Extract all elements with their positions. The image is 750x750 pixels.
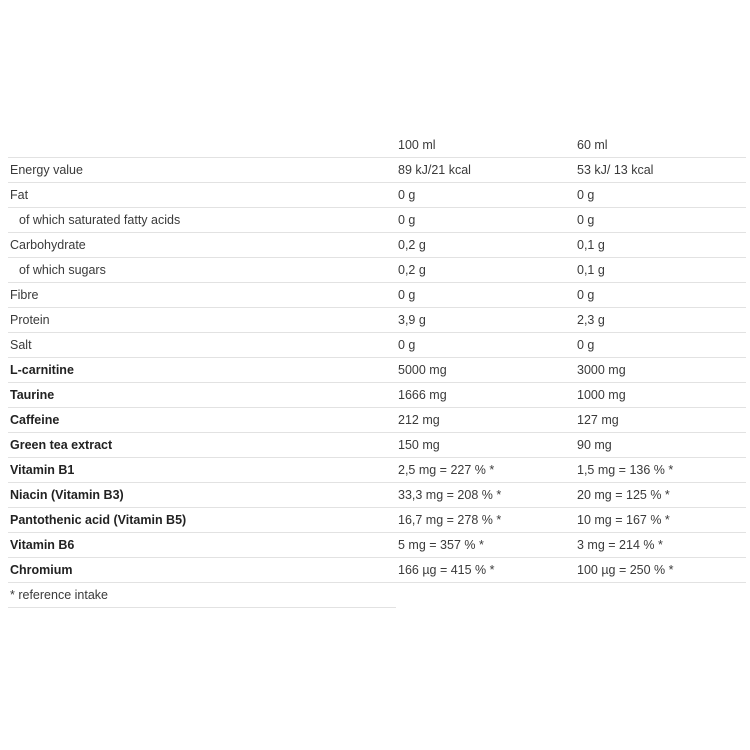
footnote-empty-cell [575, 583, 746, 608]
table-row [8, 483, 746, 508]
value-per-60ml: 53 kJ/ 13 kcal [575, 158, 746, 183]
value-per-60ml: 127 mg [575, 408, 746, 433]
value-per-60ml: 90 mg [575, 433, 746, 458]
table-row [8, 358, 746, 383]
table-row [8, 258, 746, 283]
nutrient-name: Salt [8, 333, 396, 358]
header-empty-cell [8, 133, 396, 158]
table-row [8, 283, 746, 308]
value-per-100ml: 0 g [396, 333, 575, 358]
value-per-100ml: 166 µg = 415 % * [396, 558, 575, 583]
nutrient-name: Caffeine [8, 408, 396, 433]
nutrition-table [8, 133, 746, 608]
header-60ml: 60 ml [575, 133, 746, 158]
value-per-100ml: 1666 mg [396, 383, 575, 408]
value-per-100ml: 0,2 g [396, 258, 575, 283]
table-row [8, 233, 746, 258]
table-row [8, 333, 746, 358]
value-per-60ml: 0,1 g [575, 258, 746, 283]
footnote: * reference intake [8, 583, 396, 608]
value-per-100ml: 89 kJ/21 kcal [396, 158, 575, 183]
nutrient-name: Pantothenic acid (Vitamin B5) [8, 508, 396, 533]
nutrient-name: Protein [8, 308, 396, 333]
nutrient-name: Energy value [8, 158, 396, 183]
nutrient-name: Green tea extract [8, 433, 396, 458]
table-row [8, 308, 746, 333]
nutrient-name: Niacin (Vitamin B3) [8, 483, 396, 508]
value-per-100ml: 150 mg [396, 433, 575, 458]
nutrient-name: Taurine [8, 383, 396, 408]
table-row [8, 508, 746, 533]
nutrient-name: of which sugars [8, 258, 396, 283]
value-per-100ml: 0 g [396, 183, 575, 208]
header-100ml: 100 ml [396, 133, 575, 158]
value-per-100ml: 0 g [396, 283, 575, 308]
nutrient-name: of which saturated fatty acids [8, 208, 396, 233]
nutrient-name: Carbohydrate [8, 233, 396, 258]
value-per-100ml: 16,7 mg = 278 % * [396, 508, 575, 533]
value-per-60ml: 1000 mg [575, 383, 746, 408]
value-per-60ml: 0 g [575, 208, 746, 233]
value-per-60ml: 100 µg = 250 % * [575, 558, 746, 583]
value-per-60ml: 20 mg = 125 % * [575, 483, 746, 508]
value-per-60ml: 0,1 g [575, 233, 746, 258]
table-row [8, 158, 746, 183]
value-per-100ml: 2,5 mg = 227 % * [396, 458, 575, 483]
table-row [8, 208, 746, 233]
value-per-100ml: 0,2 g [396, 233, 575, 258]
table-row [8, 408, 746, 433]
value-per-60ml: 0 g [575, 283, 746, 308]
nutrient-name: L-carnitine [8, 358, 396, 383]
value-per-60ml: 0 g [575, 183, 746, 208]
footnote-empty-cell [396, 583, 575, 608]
table-row [8, 533, 746, 558]
value-per-60ml: 3 mg = 214 % * [575, 533, 746, 558]
table-row [8, 383, 746, 408]
value-per-100ml: 212 mg [396, 408, 575, 433]
footnote-row [8, 583, 746, 608]
value-per-100ml: 5000 mg [396, 358, 575, 383]
value-per-100ml: 5 mg = 357 % * [396, 533, 575, 558]
table-row [8, 183, 746, 208]
nutrient-name: Fat [8, 183, 396, 208]
value-per-100ml: 3,9 g [396, 308, 575, 333]
value-per-60ml: 1,5 mg = 136 % * [575, 458, 746, 483]
table-body [8, 133, 746, 608]
nutrient-name: Vitamin B1 [8, 458, 396, 483]
value-per-60ml: 2,3 g [575, 308, 746, 333]
table-row [8, 433, 746, 458]
table-header-row [8, 133, 746, 158]
nutrient-name: Chromium [8, 558, 396, 583]
value-per-100ml: 33,3 mg = 208 % * [396, 483, 575, 508]
value-per-60ml: 10 mg = 167 % * [575, 508, 746, 533]
table-row [8, 558, 746, 583]
value-per-100ml: 0 g [396, 208, 575, 233]
nutrient-name: Vitamin B6 [8, 533, 396, 558]
value-per-60ml: 0 g [575, 333, 746, 358]
nutrient-name: Fibre [8, 283, 396, 308]
value-per-60ml: 3000 mg [575, 358, 746, 383]
table-row [8, 458, 746, 483]
